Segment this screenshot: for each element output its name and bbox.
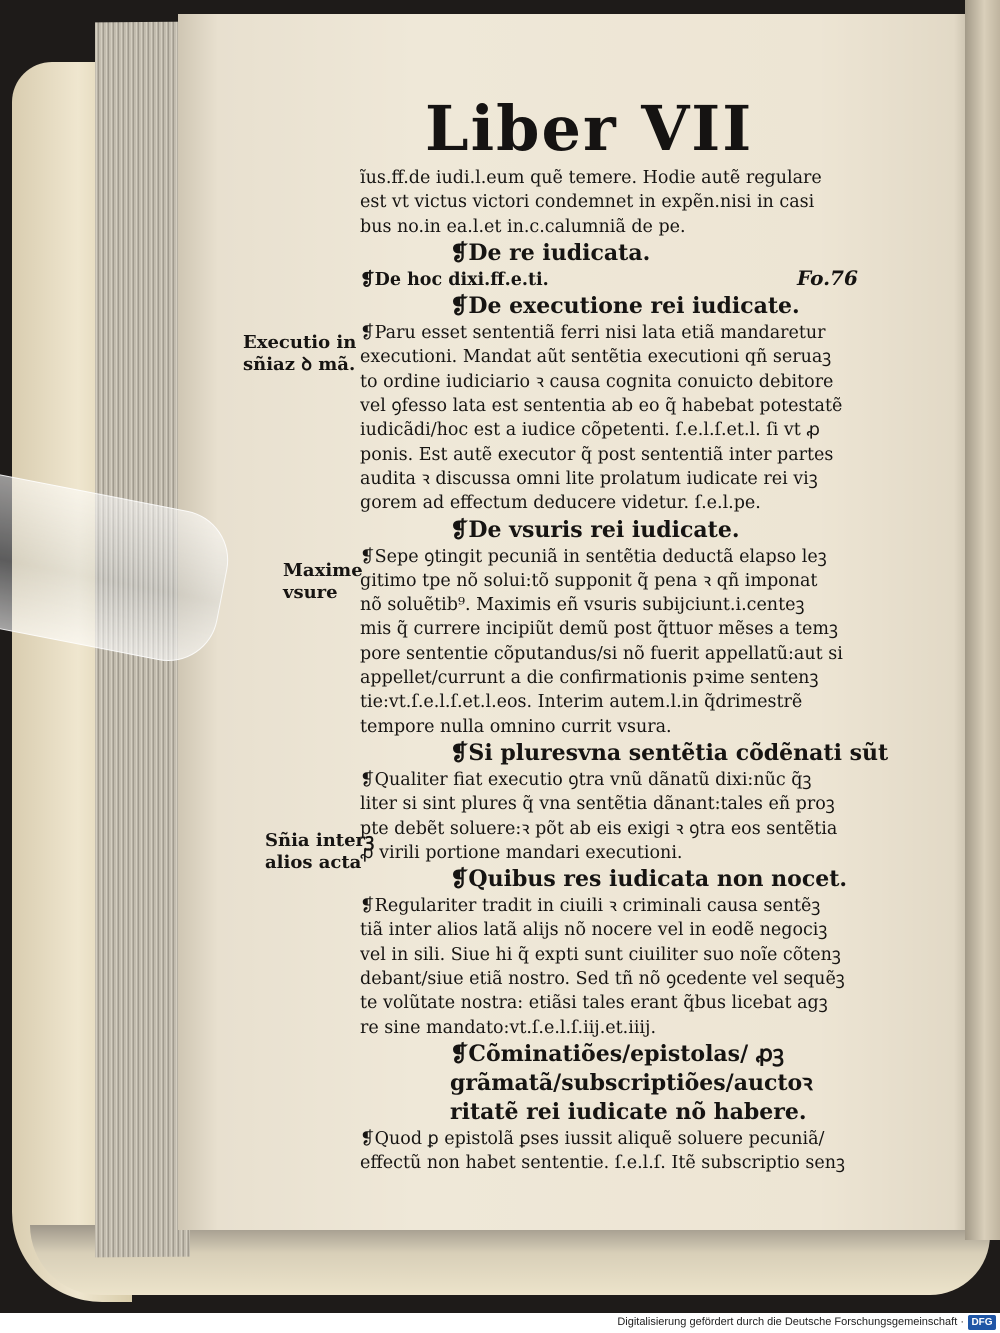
running-head: Liber VII [425, 92, 754, 165]
text-line: vel ꝯfesso lata est sententia ab eo q̃ habebat potestatẽ [360, 396, 843, 417]
text-block [360, 166, 900, 1176]
text-line: re sine mandato:vt.ſ.e.l.ſ.iij.et.iiij. [360, 1017, 657, 1038]
margin-note-line: Sñia interꝫ [265, 830, 375, 851]
section-heading: ❡De vsuris rei iudicate. [450, 516, 740, 543]
section-heading: ritatẽ rei iudicate nõ habere. [450, 1098, 807, 1125]
text-line: debant/siue etiã nostro. Sed tñ nõ ꝯcedente vel sequẽꝫ [360, 969, 845, 990]
margin-note [265, 830, 374, 874]
margin-note-line: alios acta [265, 852, 362, 873]
text-line: tie:vt.ſ.e.l.ſ.et.l.eos. Interim autem.l.in q̃drimestrẽ [360, 692, 803, 713]
footer-bar [0, 1313, 1000, 1333]
text-line: executioni. Mandat aũt sentẽtia executioni qñ seruaꝫ [360, 347, 832, 368]
text-line: ꝓ virili portione mandari executioni. [360, 842, 683, 863]
margin-note-line: Executio in [243, 332, 357, 353]
text-line: ❡Regulariter tradit in ciuili ꝛ criminali causa sentẽꝫ [360, 896, 821, 917]
text-line: mis q̃ currere incipiũt demũ post q̃ttuor mẽses a temꝫ [360, 619, 838, 640]
text-line: ❡Sepe ꝯtingit pecuniã in sentẽtia deductã elapso leꝫ [360, 546, 827, 567]
text-line: ĩus.ff.de iudi.l.eum quẽ temere. Hodie autẽ regulare [360, 168, 822, 188]
folio-number: Fo.76 [797, 266, 858, 290]
section-heading: grãmatã/subscriptiões/auctoꝛ [450, 1069, 813, 1096]
text-line: pte debẽt soluere:ꝛ põt ab eis exigi ꝛ ꝯtra eos sentẽtia [360, 818, 838, 839]
margin-note [243, 332, 356, 376]
text-line: effectũ non habet sententie. ſ.e.l.ſ. Itẽ subscriptio senꝫ [360, 1153, 845, 1174]
text-line: ❡De hoc dixi.ff.e.ti. [360, 269, 549, 290]
book-gutter [965, 0, 1000, 1240]
margin-note-line: sñiaz ꝺ mã. [243, 354, 356, 375]
text-line: ponis. Est autẽ executor q̃ post sententiã inter partes [360, 444, 834, 465]
text-line: ❡Quod ꝑ epistolã ꝑses iussit aliquẽ soluere pecuniã/ [360, 1128, 825, 1149]
text-line: est vt victus victori condemnet in expẽn.nisi in casi [360, 192, 815, 213]
text-line: tiã inter alios latã alijs nõ nocere vel in eodẽ negociꝫ [360, 920, 828, 941]
section-heading: ❡Si pluresvna sentẽtia cõdẽnati sũt [450, 739, 889, 766]
text-line: te volũtate nostra: etiãsi tales erant q̃bus licebat agꝫ [360, 993, 828, 1014]
section-heading: ❡De executione rei iudicate. [450, 293, 800, 320]
text-line: to ordine iudiciario ꝛ causa cognita conuicto debitore [360, 371, 834, 392]
text-line: bus no.in ea.l.et in.c.calumniã de pe. [360, 216, 686, 237]
footer-credit: Digitalisierung gefördert durch die Deutsche Forschungsgemeinschaft · [617, 1316, 964, 1328]
margin-note-line: Maxime [283, 560, 363, 581]
section-heading: ❡Cõminatiões/epistolas/ ꝓꝫ [450, 1040, 785, 1067]
margin-note-line: vsure [283, 582, 338, 603]
text-line: ❡Paru esset sententiã ferri nisi lata etiã mandaretur [360, 323, 826, 344]
text-line: vel in sili. Siue hi q̃ expti sunt ciuiliter suo noĩe cõtenꝫ [360, 944, 841, 965]
text-line: ❡Qualiter fiat executio ꝯtra vnũ dãnatũ dixi:nũc q̃ꝫ [360, 769, 812, 790]
text-line: nõ soluẽtib⁹. Maximis eñ vsuris subijciunt.i.centeꝫ [360, 595, 805, 616]
text-line: gitimo tpe nõ solui:tõ supponit q̃ pena ꝛ qñ imponat [360, 570, 818, 591]
section-heading: ❡Quibus res iudicata non nocet. [450, 866, 848, 893]
text-line: audita ꝛ discussa omni lite prolatum iudicate rei viꝫ [360, 468, 818, 489]
margin-note [283, 560, 363, 604]
text-line: appellet/currunt a die confirmationis pꝛime sentenꝫ [360, 668, 819, 689]
text-line: tempore nulla omnino currit vsura. [360, 716, 672, 737]
text-line: pore sententie cõputandus/si nõ fuerit appellatũ:aut si [360, 643, 843, 664]
text-line: gorem ad effectum deducere videtur. ſ.e.l.pe. [360, 493, 761, 514]
section-heading: ❡De re iudicata. [450, 239, 651, 266]
dfg-logo: DFG [968, 1315, 996, 1330]
text-line: iudicãdi/hoc est a iudice cõpetenti. ſ.e.l.ſ.et.l. ſi vt ꝓ [360, 420, 820, 441]
text-line: liter si sint plures q̃ vna sentẽtia dãnant:tales eñ proꝫ [360, 794, 835, 815]
